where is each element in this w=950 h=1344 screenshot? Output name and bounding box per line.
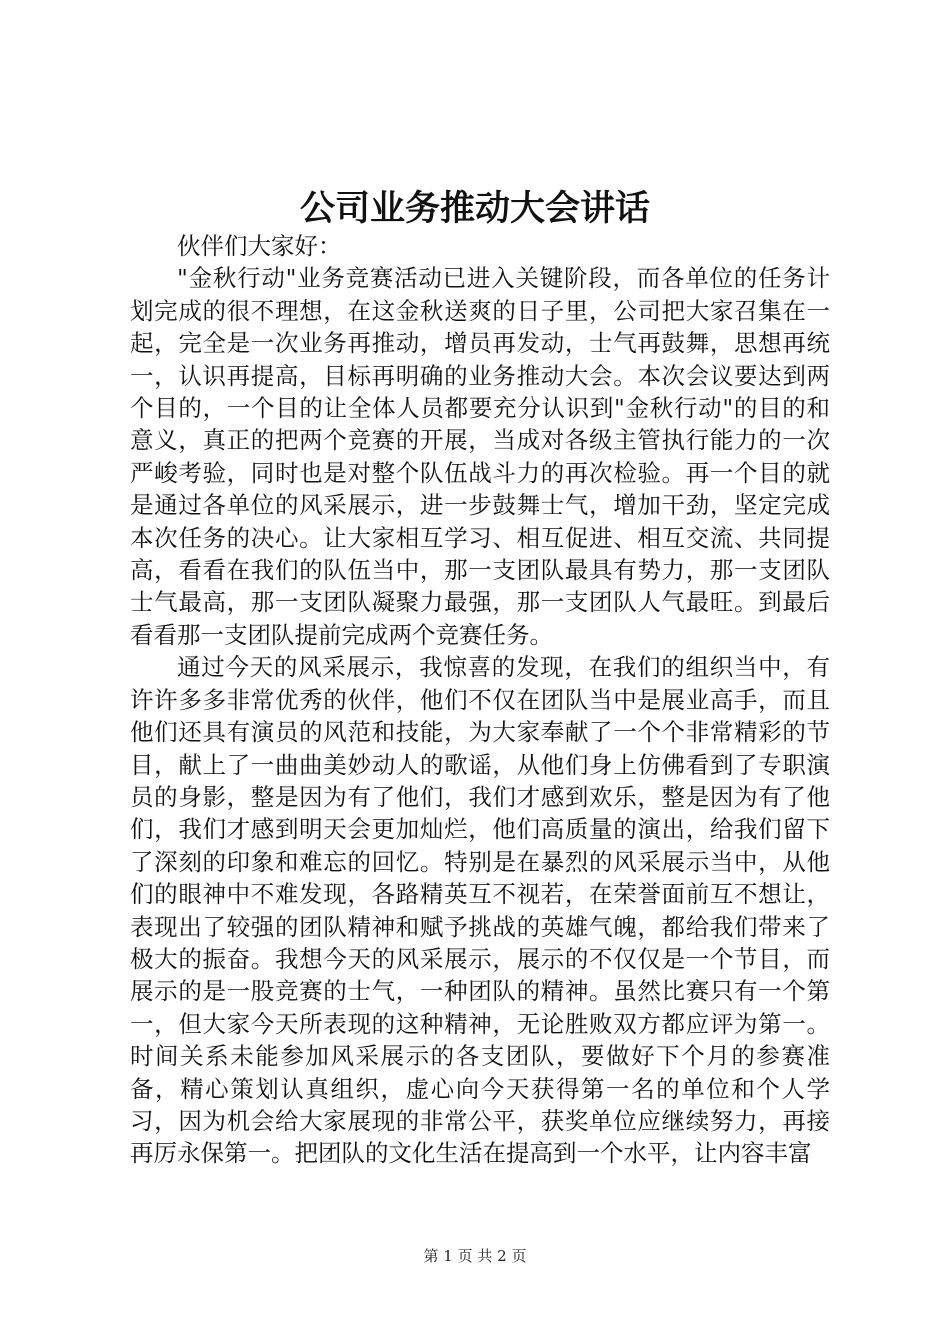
greeting-paragraph: 伙伴们大家好：: [177, 232, 342, 260]
document-body: [130, 230, 830, 1170]
body-paragraph-2: 通过今天的风采展示，我惊喜的发现，在我们的组织当中，有许许多多非常优秀的伙伴，他们不仅在团队当中是展业高手，而且他们还具有演员的风范和技能，为大家奉献了一个个非常精彩的节目，献上了一曲曲美妙动人的歌谣，从他们身上仿佛看到了专职演员的身影，整是因为有了他们，我们才感到欢乐，整是因为有了他们，我们才感到明天会更加灿烂，他们高质量的演出，给我们留下了深刻的印象和难忘的回忆。特别是在暴烈的风采展示当中，从他们的眼神中不难发现，各路精英互不视若，在荣誉面前互不想让，表现出了较强的团队精神和赋予挑战的英雄气魄，都给我们带来了极大的振奋。我想今天的风采展示，展示的不仅仅是一个节目，而展示的是一股竞赛的士气，一种团队的精神。虽然比赛只有一个第一，但大家今天所表现的这种精神，无论胜败双方都应评为第一。时间关系未能参加风采展示的各支团队，要做好下个月的参赛准备，精心策划认真组织，虚心向今天获得第一名的单位和个人学习，因为机会给大家展现的非常公平，获奖单位应继续努力，再接再厉永保第一。把团队的文化生活在提高到一个水平，让内容丰富: [130, 653, 830, 1168]
body-paragraph-1: "金秋行动"业务竞赛活动已进入关键阶段，而各单位的任务计划完成的很不理想，在这金秋送爽的日子里，公司把大家召集在一起，完全是一次业务再推动，增员再发动，士气再鼓舞，思想再统一，认识再提高，目标再明确的业务推动大会。本次会议要达到两个目的，一个目的让全体人员都要充分认识到"金秋行动"的目的和意义，真正的把两个竞赛的开展，当成对各级主管执行能力的一次严峻考验，同时也是对整个队伍战斗力的再次检验。再一个目的就是通过各单位的风采展示，进一步鼓舞士气，增加干劲，坚定完成本次任务的决心。让大家相互学习、相互促进、相互交流、共同提高，看看在我们的队伍当中，那一支团队最具有势力，那一支团队士气最高，那一支团队凝聚力最强，那一支团队人气最旺。到最后看看那一支团队提前完成两个竞赛任务。: [130, 264, 830, 649]
page-footer: 第 1 页 共 2 页: [423, 1247, 527, 1265]
document-title: 公司业务推动大会讲话: [299, 189, 650, 229]
